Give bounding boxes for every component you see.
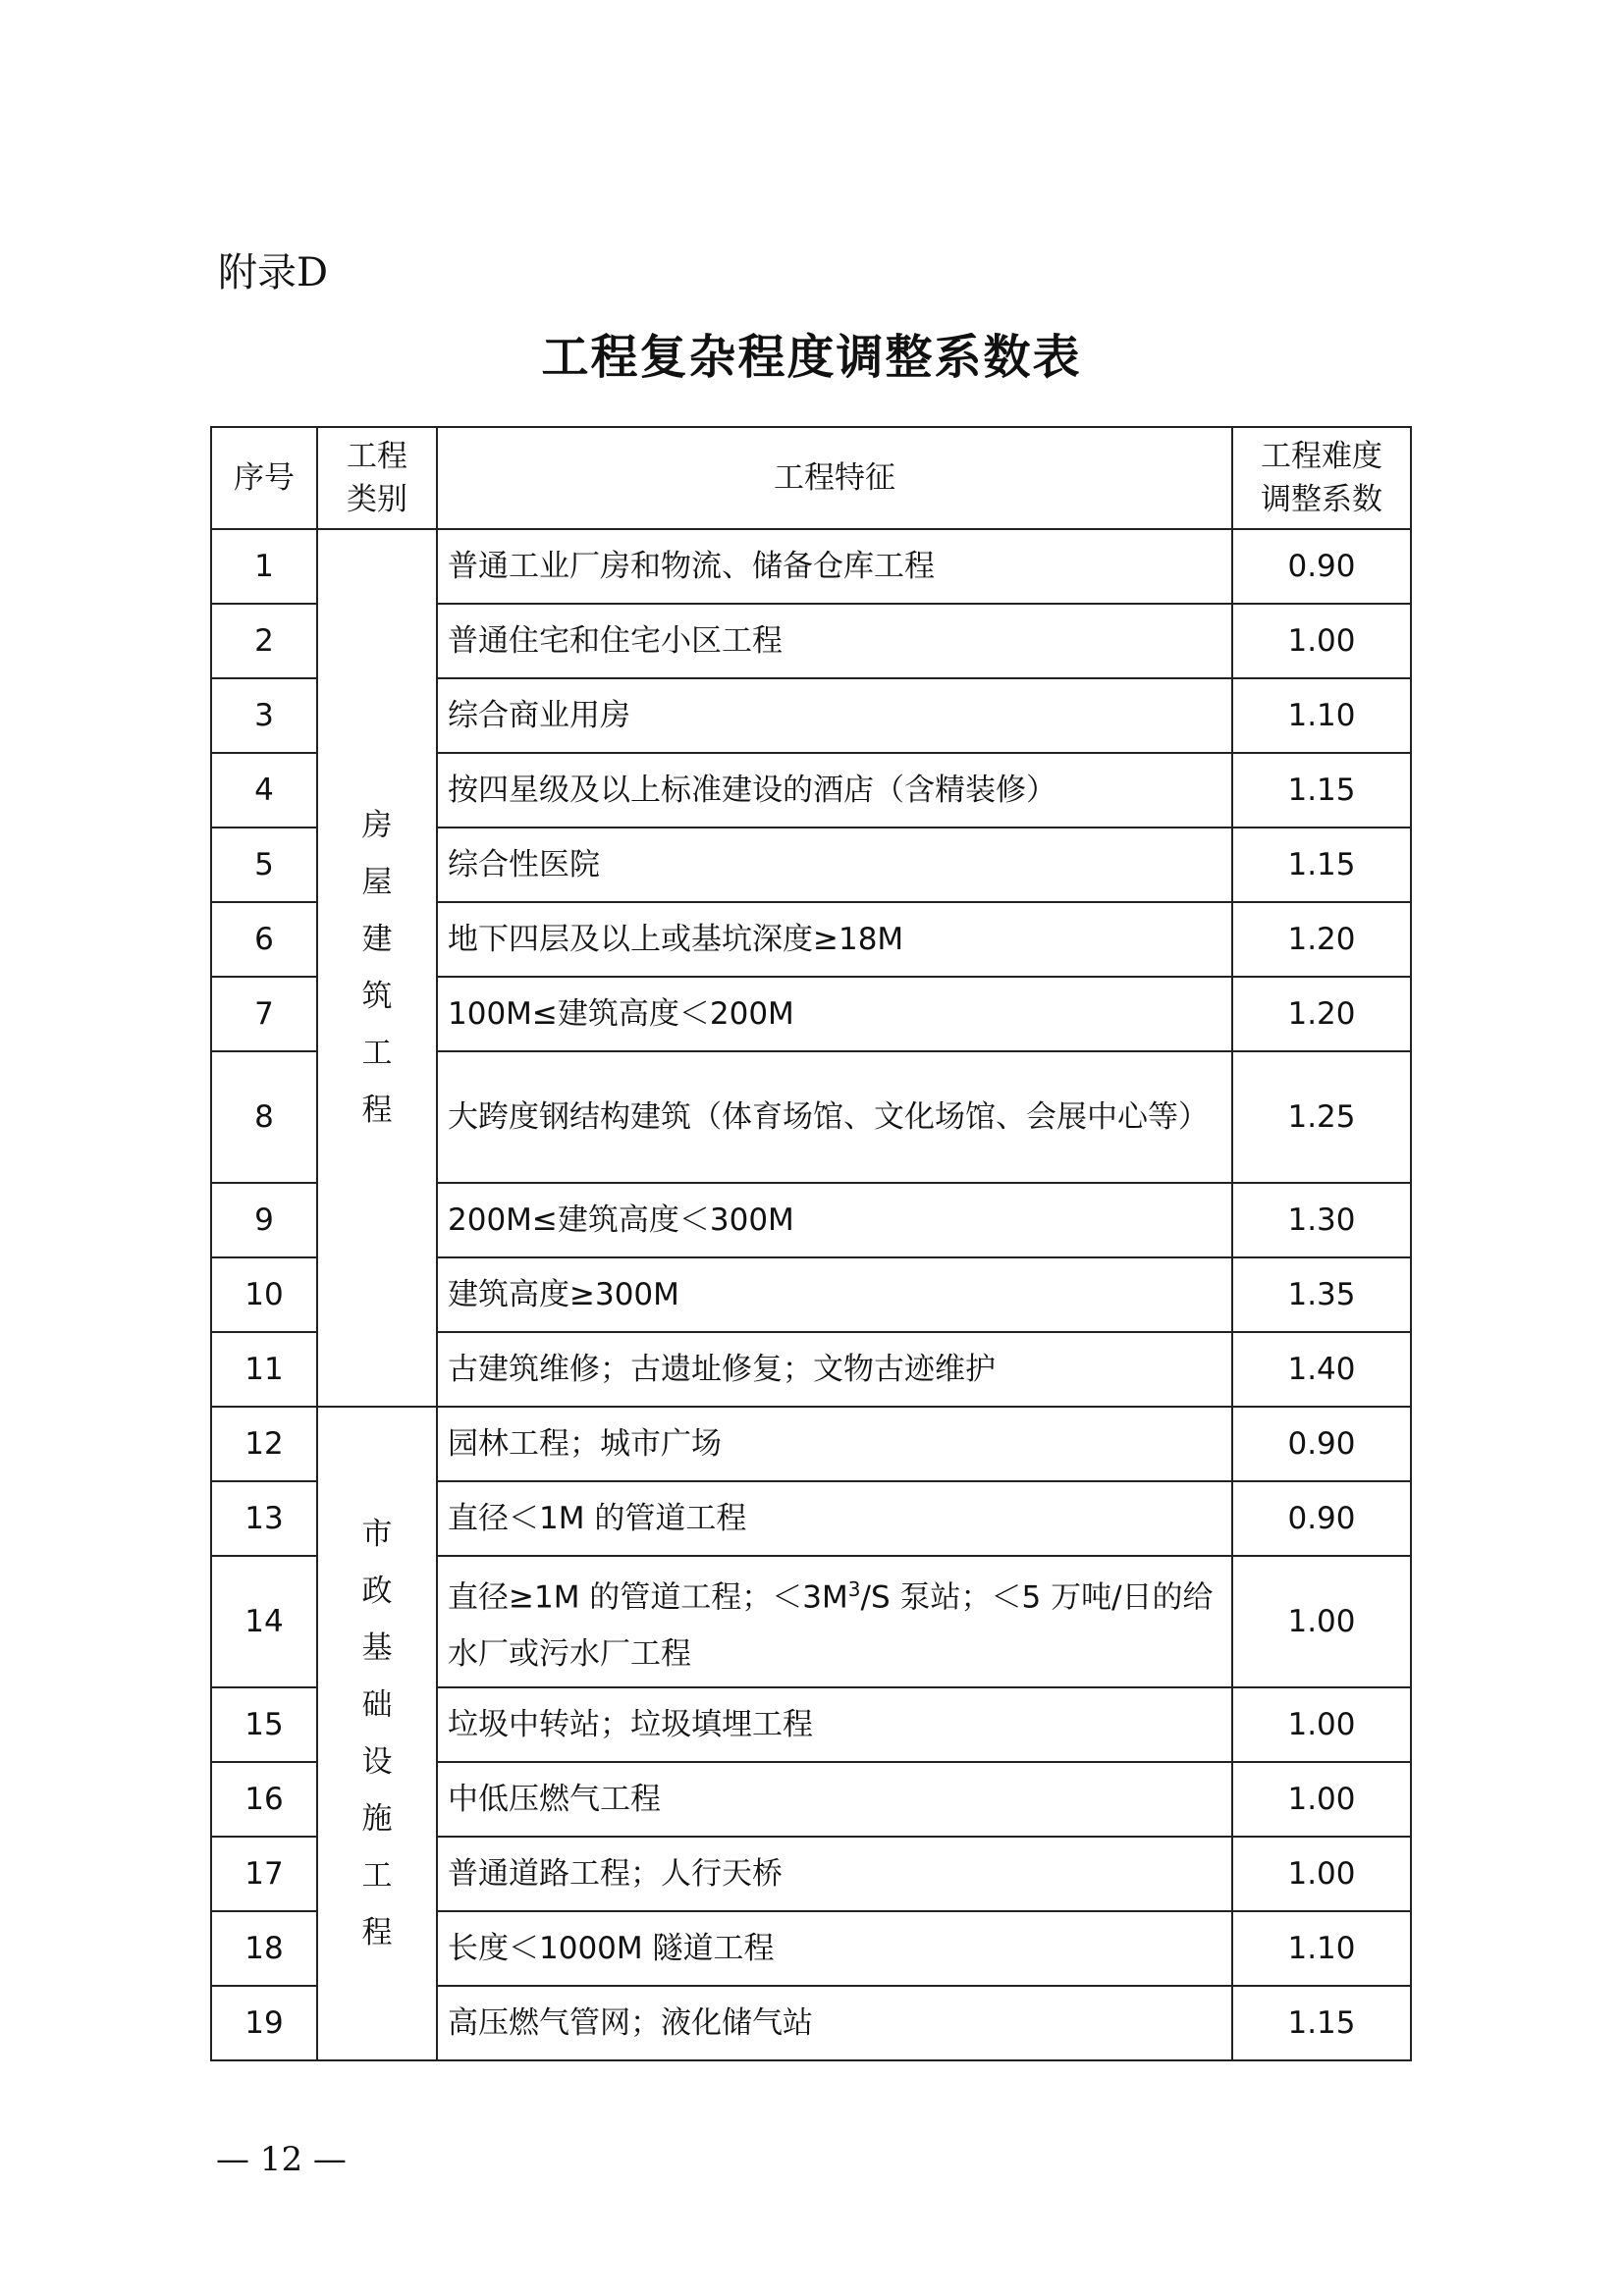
row-coef: 1.40: [1232, 1332, 1411, 1407]
category-building: [317, 529, 437, 1407]
row-num: 19: [211, 1986, 317, 2060]
category-char: 施: [361, 1801, 393, 1837]
row-coef: 1.30: [1232, 1183, 1411, 1257]
category-char: 础: [361, 1687, 393, 1723]
row-num: 3: [211, 678, 317, 753]
row-num: 7: [211, 977, 317, 1051]
header-feature: 工程特征: [437, 427, 1232, 529]
row-num: 1: [211, 529, 317, 604]
row-num: 8: [211, 1051, 317, 1183]
row-coef: 1.10: [1232, 678, 1411, 753]
row-feature: 普通道路工程；人行天桥: [437, 1837, 1232, 1911]
header-coef-line1: 工程难度: [1261, 439, 1382, 474]
row-num: 4: [211, 753, 317, 828]
row-num: 10: [211, 1257, 317, 1332]
category-char: 政: [361, 1574, 393, 1609]
row-num: 9: [211, 1183, 317, 1257]
category-char: 屋: [361, 865, 393, 900]
row-coef: 1.00: [1232, 1687, 1411, 1762]
row-feature: 大跨度钢结构建筑（体育场馆、文化场馆、会展中心等）: [437, 1051, 1232, 1183]
row-coef: 0.90: [1232, 1407, 1411, 1481]
row-coef: 0.90: [1232, 1481, 1411, 1556]
category-char: 设: [361, 1744, 393, 1780]
row-num: 12: [211, 1407, 317, 1481]
row-coef: 1.20: [1232, 977, 1411, 1051]
category-char: 程: [361, 1093, 393, 1128]
row-coef: 1.25: [1232, 1051, 1411, 1183]
row-coef: 1.20: [1232, 902, 1411, 977]
coefficient-table: [210, 426, 1412, 2061]
category-char: 基: [361, 1630, 393, 1666]
header-category-line1: 工程: [347, 439, 407, 474]
row-feature: 按四星级及以上标准建设的酒店（含精装修）: [437, 753, 1232, 828]
header-category-line2: 类别: [347, 482, 407, 517]
table-header-row: [211, 427, 1411, 529]
category-char: 市: [361, 1517, 393, 1552]
table-row: [211, 1407, 1411, 1481]
row-feature: 地下四层及以上或基坑深度≥18M: [437, 902, 1232, 977]
category-char: 工: [361, 1036, 393, 1071]
row-feature: 综合性医院: [437, 828, 1232, 902]
row-feature: [437, 1556, 1232, 1687]
header-coef: [1232, 427, 1411, 529]
row-num: 13: [211, 1481, 317, 1556]
row-feature: 直径＜1M 的管道工程: [437, 1481, 1232, 1556]
row-num: 15: [211, 1687, 317, 1762]
row-coef: 1.00: [1232, 1762, 1411, 1837]
row-feature: 中低压燃气工程: [437, 1762, 1232, 1837]
category-char: 房: [361, 808, 393, 843]
row-feature: 高压燃气管网；液化储气站: [437, 1986, 1232, 2060]
row-coef: 1.15: [1232, 1986, 1411, 2060]
category-municipal: [317, 1407, 437, 2060]
page-number: — 12 —: [216, 2140, 347, 2179]
row-coef: 1.15: [1232, 753, 1411, 828]
row-coef: 1.00: [1232, 1556, 1411, 1687]
category-char: 建: [361, 922, 393, 957]
feature-text-post: /S 泵站；＜5 万吨/日的给水厂或污水厂工程: [448, 1579, 1214, 1673]
category-char: 程: [361, 1915, 393, 1950]
row-coef: 0.90: [1232, 529, 1411, 604]
row-num: 5: [211, 828, 317, 902]
row-num: 11: [211, 1332, 317, 1407]
row-num: 14: [211, 1556, 317, 1687]
row-coef: 1.00: [1232, 604, 1411, 678]
category-char: 工: [361, 1858, 393, 1894]
row-num: 2: [211, 604, 317, 678]
row-feature: 综合商业用房: [437, 678, 1232, 753]
row-feature: 200M≤建筑高度＜300M: [437, 1183, 1232, 1257]
document-title: 工程复杂程度调整系数表: [541, 330, 1082, 385]
row-num: 17: [211, 1837, 317, 1911]
appendix-label: 附录D: [218, 250, 329, 295]
row-feature: 长度＜1000M 隧道工程: [437, 1911, 1232, 1986]
row-feature: 园林工程；城市广场: [437, 1407, 1232, 1481]
row-feature: 普通工业厂房和物流、储备仓库工程: [437, 529, 1232, 604]
row-feature: 普通住宅和住宅小区工程: [437, 604, 1232, 678]
row-feature: 建筑高度≥300M: [437, 1257, 1232, 1332]
row-coef: 1.35: [1232, 1257, 1411, 1332]
row-feature: 垃圾中转站；垃圾填埋工程: [437, 1687, 1232, 1762]
row-coef: 1.00: [1232, 1837, 1411, 1911]
row-coef: 1.10: [1232, 1911, 1411, 1986]
row-coef: 1.15: [1232, 828, 1411, 902]
row-feature: 古建筑维修；古遗址修复；文物古迹维护: [437, 1332, 1232, 1407]
row-num: 16: [211, 1762, 317, 1837]
row-feature: 100M≤建筑高度＜200M: [437, 977, 1232, 1051]
row-num: 6: [211, 902, 317, 977]
header-category: [317, 427, 437, 529]
row-num: 18: [211, 1911, 317, 1986]
header-coef-line2: 调整系数: [1261, 482, 1382, 517]
feature-text-pre: 直径≥1M 的管道工程；＜3M: [448, 1579, 848, 1616]
feature-superscript: 3: [847, 1576, 861, 1601]
header-num: 序号: [211, 427, 317, 529]
table-row: [211, 529, 1411, 604]
category-char: 筑: [361, 979, 393, 1014]
